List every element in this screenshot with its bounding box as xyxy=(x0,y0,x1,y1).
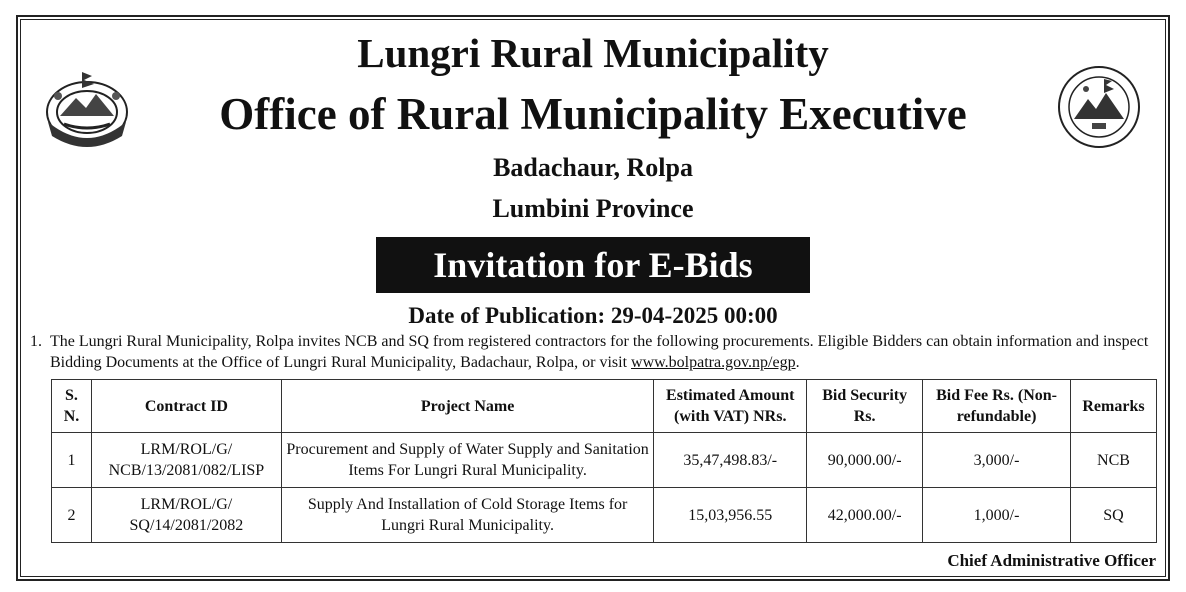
cell-remarks: SQ xyxy=(1070,488,1156,543)
procurement-table xyxy=(51,379,1157,543)
header-contract-id: Contract ID xyxy=(91,380,281,433)
header-sn: S. N. xyxy=(52,380,92,433)
cell-bid-fee: 1,000/- xyxy=(923,488,1071,543)
cell-estimated-amount: 35,47,498.83/- xyxy=(654,433,807,488)
cell-contract-id: LRM/ROL/G/ SQ/14/2081/2082 xyxy=(91,488,281,543)
cell-bid-security: 90,000.00/- xyxy=(807,433,923,488)
cell-bid-fee: 3,000/- xyxy=(923,433,1071,488)
notice-text-end: . xyxy=(795,354,800,371)
table-row xyxy=(52,433,1157,488)
notice-number: 1. xyxy=(30,333,42,350)
cell-project-name: Procurement and Supply of Water Supply and Sanitation Items For Lungri Rural Municipality. xyxy=(281,433,653,488)
cell-sn: 1 xyxy=(52,433,92,488)
notice-text xyxy=(50,331,1168,373)
cell-bid-security: 42,000.00/- xyxy=(807,488,923,543)
cell-estimated-amount: 15,03,956.55 xyxy=(654,488,807,543)
signatory-title: Chief Administrative Officer xyxy=(947,551,1156,570)
municipality-title: Lungri Rural Municipality xyxy=(357,30,829,76)
bolpatra-link[interactable]: www.bolpatra.gov.np/egp xyxy=(631,354,796,371)
publication-date: Date of Publication: 29-04-2025 00:00 xyxy=(408,303,778,328)
cell-contract-id: LRM/ROL/G/ NCB/13/2081/082/LISP xyxy=(91,433,281,488)
header-project-name: Project Name xyxy=(281,380,653,433)
cell-sn: 2 xyxy=(52,488,92,543)
table-row xyxy=(52,488,1157,543)
notice-text-body: The Lungri Rural Municipality, Rolpa invites NCB and SQ from registered contractors for the following procurements. Eligible Bidders can obtain information and inspect Bidding Documents at the Office of Lungri Rural Municipality, Badachaur, Rolpa, or visit xyxy=(50,333,1149,371)
table-header-row xyxy=(52,380,1157,433)
invitation-banner: Invitation for E-Bids xyxy=(376,237,810,293)
header-bid-fee: Bid Fee Rs. (Non-refundable) xyxy=(923,380,1071,433)
header-bid-security: Bid Security Rs. xyxy=(807,380,923,433)
header-remarks: Remarks xyxy=(1070,380,1156,433)
cell-remarks: NCB xyxy=(1070,433,1156,488)
office-title: Office of Rural Municipality Executive xyxy=(219,89,967,139)
address-line-2: Lumbini Province xyxy=(492,194,694,223)
cell-project-name: Supply And Installation of Cold Storage Items for Lungri Rural Municipality. xyxy=(281,488,653,543)
address-line-1: Badachaur, Rolpa xyxy=(493,153,693,182)
header-estimated-amount: Estimated Amount (with VAT) NRs. xyxy=(654,380,807,433)
